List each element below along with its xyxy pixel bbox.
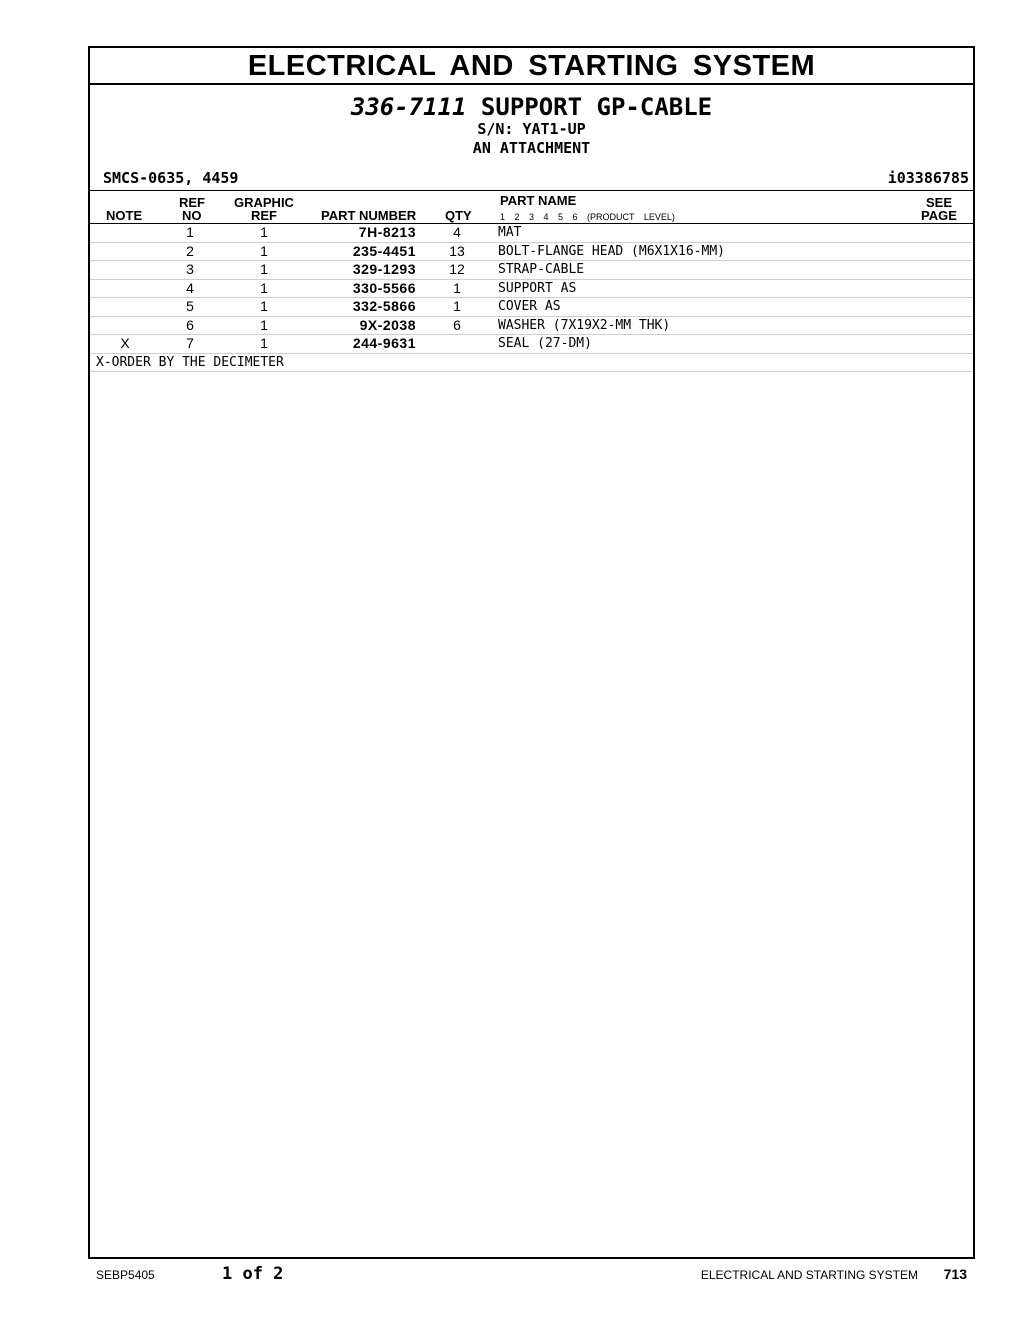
row-ref: 6 [186,316,194,333]
codes-bar [90,166,973,191]
row-ref: 2 [186,242,194,259]
footer-system-name: ELECTRICAL AND STARTING SYSTEM [700,1268,918,1282]
row-qty: 6 [453,316,461,333]
group-part-number: 336-7111 [350,93,467,121]
row-graphic-ref: 1 [260,261,268,277]
parts-page-frame [88,46,975,1259]
page-number: 713 [943,1266,967,1282]
parts-table [90,224,973,372]
row-qty: 4 [453,224,461,240]
table-footnote: X-ORDER BY THE DECIMETER [90,354,973,373]
table-row [90,335,973,354]
row-qty: 1 [453,298,461,314]
table-header [90,191,973,224]
row-qty: 1 [453,279,461,296]
row-ref: 1 [186,224,194,240]
row-qty: 12 [449,261,465,277]
section-title: ELECTRICAL AND STARTING SYSTEM [90,48,973,85]
table-row [90,224,973,243]
row-part-number: 244-9631 [352,335,416,351]
row-graphic-ref: 1 [260,242,268,259]
row-part-name: WASHER (7X19X2-MM THK) [498,317,671,333]
row-part-number: 7H-8213 [358,224,416,240]
col-note: NOTE [106,208,143,223]
row-part-number: 332-5866 [352,298,416,314]
table-row [90,261,973,280]
page-footer [0,1262,1020,1292]
group-note: AN ATTACHMENT [472,139,591,157]
row-part-name: COVER AS [498,299,561,314]
row-ref: 3 [186,261,194,277]
col-part-number: PART NUMBER [321,208,417,223]
col-graphic-bottom: REF [251,208,277,223]
col-see-bottom: PAGE [921,208,957,223]
col-part-name: PART NAME [500,193,577,208]
table-row [90,317,973,336]
row-graphic-ref: 1 [260,224,268,240]
row-part-number: 235-4451 [352,242,416,259]
col-ref-top: REF [179,195,205,210]
row-note: X [120,335,130,351]
table-row [90,280,973,299]
row-part-name: SUPPORT AS [498,280,577,296]
col-qty: QTY [445,208,472,223]
row-part-name: SEAL (27-DM) [498,336,592,351]
col-ref-bottom: NO [182,208,202,223]
row-graphic-ref: 1 [260,279,268,296]
document-number: SEBP5405 [96,1268,155,1282]
smcs-code: SMCS-0635, 4459 [103,169,239,187]
row-part-number: 330-5566 [352,279,416,296]
row-ref: 5 [186,298,194,314]
group-title [90,94,973,120]
row-graphic-ref: 1 [260,298,268,314]
row-ref: 7 [186,335,194,351]
group-name: SUPPORT GP-CABLE [480,93,713,121]
row-part-number: 9X-2038 [359,316,416,333]
serial-number: S/N: YAT1-UP [477,120,586,138]
row-part-name: MAT [498,225,522,240]
table-row [90,243,973,262]
info-number: i03386785 [887,169,969,187]
page-of: 1 of 2 [222,1264,284,1284]
row-part-number: 329-1293 [352,261,416,277]
table-row [90,298,973,317]
row-qty: 13 [449,242,465,259]
row-part-name: STRAP-CABLE [498,262,585,277]
row-graphic-ref: 1 [260,335,268,351]
col-product-levels: 1 2 3 4 5 6 (PRODUCT LEVEL) [500,212,675,222]
row-part-name: BOLT-FLANGE HEAD (M6X1X16-MM) [498,243,725,259]
col-see-top: SEE [926,195,953,210]
col-graphic-top: GRAPHIC [234,195,294,210]
row-graphic-ref: 1 [260,316,268,333]
row-ref: 4 [186,279,194,296]
